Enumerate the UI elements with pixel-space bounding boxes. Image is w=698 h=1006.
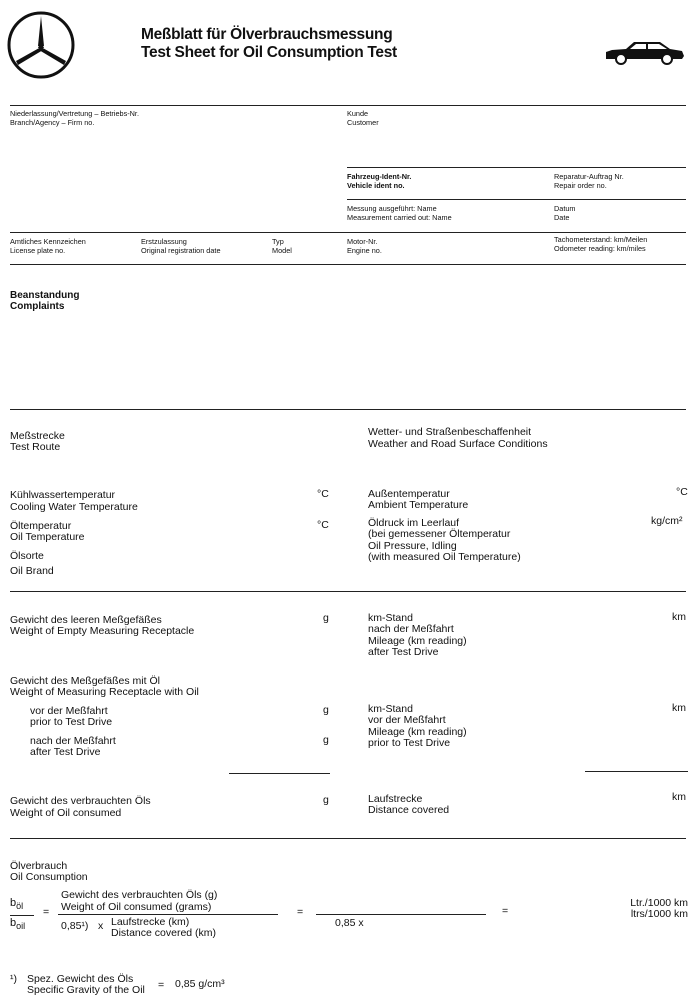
footnote-label-en: Specific Gravity of the Oil xyxy=(27,984,145,996)
footnote-equals: = xyxy=(158,979,165,991)
result-unit-2: ltrs/1000 km xyxy=(630,908,688,920)
before-drive-label-de: vor der Meßfahrt xyxy=(30,705,108,717)
title-de: Meßblatt für Ölverbrauchsmessung xyxy=(141,26,393,43)
consumed-label-de: Gewicht des verbrauchten Öls xyxy=(10,795,151,807)
branch-label-de: Niederlassung/Vertretung – Betriebs-Nr. xyxy=(10,109,139,118)
repair-label-de: Reparatur-Auftrag Nr. xyxy=(554,172,624,181)
withoil-label-en: Weight of Measuring Receptacle with Oil xyxy=(10,686,199,698)
before-drive-unit: g xyxy=(323,704,329,716)
title-en: Test Sheet for Oil Consumption Test xyxy=(141,44,397,61)
measured-label-en: Measurement carried out: Name xyxy=(347,213,452,222)
fraction-bar xyxy=(58,914,278,915)
after-drive-label-en: after Test Drive xyxy=(30,746,101,758)
km-before-line-2: vor der Meßfahrt xyxy=(368,714,446,726)
type-label-de: Typ xyxy=(272,237,284,246)
divider xyxy=(347,167,686,168)
odometer-label-en: Odometer reading: km/miles xyxy=(554,244,646,253)
engine-label-de: Motor-Nr. xyxy=(347,237,378,246)
after-drive-unit: g xyxy=(323,734,329,746)
oiltemp-label-de: Öltemperatur xyxy=(10,520,72,532)
coolant-label-de: Kühlwassertemperatur xyxy=(10,489,116,501)
distance-label-de: Laufstrecke xyxy=(368,793,423,805)
consumed-unit: g xyxy=(323,794,329,806)
footnote-value: 0,85 g/cm³ xyxy=(175,978,225,990)
after-drive-label-de: nach der Meßfahrt xyxy=(30,735,116,747)
complaints-label-en: Complaints xyxy=(10,301,65,312)
km-before-line-4: prior to Test Drive xyxy=(368,737,451,749)
formula-symbol-bar xyxy=(10,915,34,916)
oilbrand-label-de: Ölsorte xyxy=(10,550,44,562)
result-unit-1: Ltr./1000 km xyxy=(630,897,688,909)
divider xyxy=(10,232,686,233)
footnote-mark: ¹) xyxy=(10,973,17,985)
denominator-right: 0,85 x xyxy=(335,917,364,929)
denominator-line-2: Distance covered (km) xyxy=(111,927,217,939)
oilbrand-label-en: Oil Brand xyxy=(10,565,54,577)
weather-label-en: Weather and Road Surface Conditions xyxy=(368,438,548,450)
plate-label-en: License plate no. xyxy=(10,246,66,255)
empty-weight-label-de: Gewicht des leeren Meßgefäßes xyxy=(10,614,162,626)
divider xyxy=(10,409,686,410)
km-after-line-3: Mileage (km reading) xyxy=(368,635,467,647)
before-drive-label-en: prior to Test Drive xyxy=(30,716,113,728)
oilpressure-line-4: (with measured Oil Temperature) xyxy=(368,551,521,563)
ambient-label-de: Außentemperatur xyxy=(368,488,450,500)
customer-label-en: Customer xyxy=(347,118,379,127)
odometer-label-de: Tachometerstand: km/Meilen xyxy=(554,235,648,244)
formula-symbol-de: $b_{öl}$ xyxy=(10,897,24,912)
km-before-unit: km xyxy=(672,702,686,714)
weather-label-de: Wetter- und Straßenbeschaffenheit xyxy=(368,426,532,438)
date-label-de: Datum xyxy=(554,204,576,213)
formula-symbol-en: $b_{oil}$ xyxy=(10,917,26,932)
oilpressure-unit: kg/cm² xyxy=(651,515,683,527)
subtotal-line xyxy=(229,773,330,774)
withoil-label-de: Gewicht des Meßgefäßes mit Öl xyxy=(10,675,160,687)
car-silhouette-icon xyxy=(604,39,686,65)
date-label-en: Date xyxy=(554,213,570,222)
registration-label-en: Original registration date xyxy=(141,246,221,255)
km-after-line-2: nach der Meßfahrt xyxy=(368,623,454,635)
measured-label-de: Messung ausgeführt: Name xyxy=(347,204,437,213)
route-label-de: Meßstrecke xyxy=(10,430,65,442)
km-after-unit: km xyxy=(672,611,686,623)
km-after-line-4: after Test Drive xyxy=(368,646,439,658)
divider xyxy=(10,105,686,106)
plate-label-de: Amtliches Kennzeichen xyxy=(10,237,86,246)
empty-weight-label-en: Weight of Empty Measuring Receptacle xyxy=(10,625,195,637)
complaints-label-de: Beanstandung xyxy=(10,290,80,301)
vin-label-de: Fahrzeug-Ident-Nr. xyxy=(347,172,412,181)
divider xyxy=(10,591,686,592)
consumed-label-en: Weight of Oil consumed xyxy=(10,807,122,819)
distance-label-en: Distance covered xyxy=(368,804,450,816)
formula-equals-2: = xyxy=(297,906,304,918)
coolant-unit: °C xyxy=(317,488,329,500)
numerator-line-1: Gewicht des verbrauchten Öls (g) xyxy=(61,889,218,901)
km-before-line-3: Mileage (km reading) xyxy=(368,726,467,738)
type-label-en: Model xyxy=(272,246,292,255)
formula-equals-1: = xyxy=(43,906,50,918)
repair-label-en: Repair order no. xyxy=(554,181,607,190)
vin-label-en: Vehicle ident no. xyxy=(347,181,405,190)
oilpressure-line-2: (bei gemessener Öltemperatur xyxy=(368,528,511,540)
ambient-label-en: Ambient Temperature xyxy=(368,499,469,511)
km-before-line-1: km-Stand xyxy=(368,703,413,715)
consumption-heading-de: Ölverbrauch xyxy=(10,860,68,872)
formula-equals-3: = xyxy=(502,905,509,917)
oilpressure-line-3: Oil Pressure, Idling xyxy=(368,540,457,552)
divider xyxy=(10,838,686,839)
distance-unit: km xyxy=(672,791,686,803)
mercedes-star-logo xyxy=(6,10,76,80)
fraction-bar xyxy=(316,914,486,915)
denominator-times: x xyxy=(98,920,104,932)
oiltemp-label-en: Oil Temperature xyxy=(10,531,85,543)
km-after-line-1: km-Stand xyxy=(368,612,413,624)
numerator-line-2: Weight of Oil consumed (grams) xyxy=(61,901,212,913)
denominator-line-1: Laufstrecke (km) xyxy=(111,916,190,928)
oilpressure-line-1: Öldruck im Leerlauf xyxy=(368,517,460,529)
subtotal-line xyxy=(585,771,688,772)
oiltemp-unit: °C xyxy=(317,519,329,531)
footnote-label-de: Spez. Gewicht des Öls xyxy=(27,973,134,985)
empty-weight-unit: g xyxy=(323,612,329,624)
consumption-heading-en: Oil Consumption xyxy=(10,871,88,883)
divider xyxy=(10,264,686,265)
engine-label-en: Engine no. xyxy=(347,246,382,255)
ambient-unit: °C xyxy=(676,486,688,498)
route-label-en: Test Route xyxy=(10,441,61,453)
divider xyxy=(347,199,686,200)
registration-label-de: Erstzulassung xyxy=(141,237,187,246)
denominator-factor: 0,85¹) xyxy=(61,920,89,932)
branch-label-en: Branch/Agency – Firm no. xyxy=(10,118,95,127)
coolant-label-en: Cooling Water Temperature xyxy=(10,501,138,513)
customer-label-de: Kunde xyxy=(347,109,369,118)
